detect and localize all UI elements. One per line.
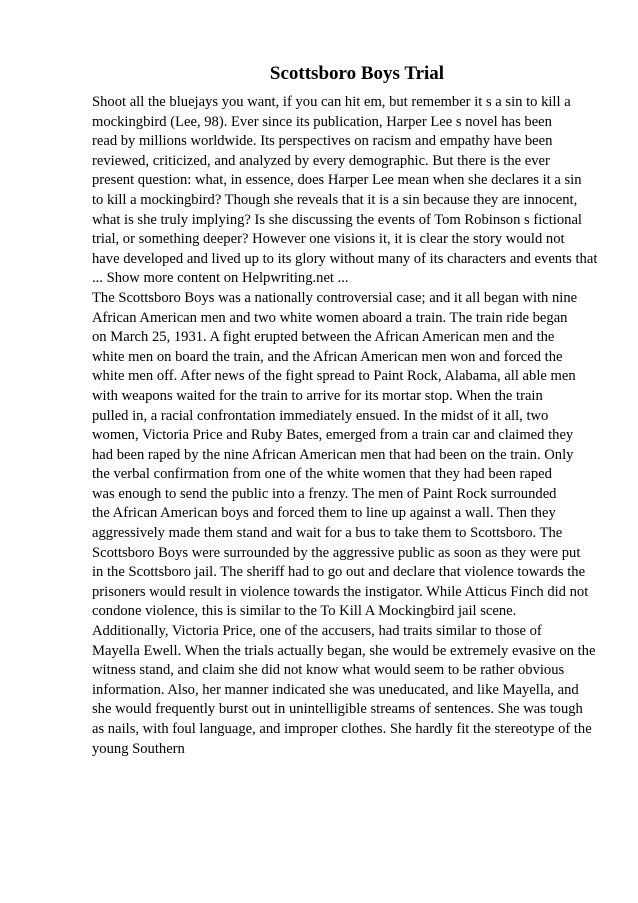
body-text-line: white men off. After news of the fight spread to Paint Rock, Alabama, all able men bbox=[92, 368, 576, 385]
body-text-line: trial, or something deeper? However one visions it, it is clear the story would not bbox=[92, 231, 565, 248]
body-text-line: pulled in, a racial confrontation immediately ensued. In the midst of it all, two bbox=[92, 407, 549, 424]
body-text-line: women, Victoria Price and Ruby Bates, emerged from a train car and claimed they bbox=[92, 427, 574, 444]
body-text-line: mockingbird (Lee, 98). Ever since its publication, Harper Lee s novel has been bbox=[92, 113, 552, 130]
document-title: Scottsboro Boys Trial bbox=[269, 63, 445, 84]
body-text-line: white men on board the train, and the African American men won and forced the bbox=[92, 348, 563, 365]
body-text-line: the African American boys and forced them to line up against a wall. Then they bbox=[92, 505, 556, 522]
body-text-line: Mayella Ewell. When the trials actually began, she would be extremely evasive on the bbox=[92, 642, 596, 659]
body-text-line: witness stand, and claim she did not know what would seem to be rather obvious bbox=[92, 662, 565, 679]
body-text-line: reviewed, criticized, and analyzed by every demographic. But there is the ever bbox=[92, 152, 550, 169]
body-text-line: in the Scottsboro jail. The sheriff had to go out and declare that violence towards the bbox=[92, 564, 586, 581]
document-page bbox=[92, 62, 602, 759]
body-text-line: have developed and lived up to its glory without many of its characters and events that bbox=[92, 250, 598, 267]
body-text-line: Shoot all the bluejays you want, if you can hit em, but remember it s a sin to kill a bbox=[92, 94, 571, 110]
body-text-line: read by millions worldwide. Its perspectives on racism and empathy have been bbox=[92, 133, 553, 150]
body-text-line: prisoners would result in violence towards the instigator. While Atticus Finch did not bbox=[92, 583, 589, 600]
body-text-line: on March 25, 1931. A fight erupted between the African American men and the bbox=[92, 329, 555, 346]
body-text-line: had been raped by the nine African American men that had been on the train. Only bbox=[92, 446, 574, 463]
body-text-line: The Scottsboro Boys was a nationally controversial case; and it all began with nine bbox=[92, 289, 578, 306]
body-text-line: was enough to send the public into a frenzy. The men of Paint Rock surrounded bbox=[92, 485, 557, 502]
body-text-line: to kill a mockingbird? Though she reveals that it is a sin because they are innocent, bbox=[92, 191, 578, 208]
body-text-line: aggressively made them stand and wait for a bus to take them to Scottsboro. The bbox=[92, 525, 563, 542]
body-text-line: what is she truly implying? Is she discussing the events of Tom Robinson s fictional bbox=[92, 211, 582, 228]
body-text-line: she would frequently burst out in unintelligible streams of sentences. She was tough bbox=[92, 701, 583, 718]
body-text-line: present question: what, in essence, does Harper Lee mean when she declares it a sin bbox=[92, 172, 582, 189]
body-text-line: young Southern bbox=[92, 740, 185, 757]
body-text-line: ... Show more content on Helpwriting.net ... bbox=[92, 270, 349, 287]
body-text-line: with weapons waited for the train to arrive for its mortar stop. When the train bbox=[92, 387, 543, 404]
body-text-line: Additionally, Victoria Price, one of the accusers, had traits similar to those of bbox=[92, 623, 542, 640]
body-text-line: African American men and two white women aboard a train. The train ride began bbox=[92, 309, 568, 326]
body-text-line: condone violence, this is similar to the To Kill A Mockingbird jail scene. bbox=[92, 603, 517, 620]
body-text-line: Scottsboro Boys were surrounded by the aggressive public as soon as they were put bbox=[92, 544, 581, 561]
document-body bbox=[92, 93, 602, 759]
body-text-line: as nails, with foul language, and improper clothes. She hardly fit the stereotype of the bbox=[92, 721, 592, 737]
body-text-line: the verbal confirmation from one of the white women that they had been raped bbox=[92, 466, 552, 483]
body-text-line: information. Also, her manner indicated she was uneducated, and like Mayella, and bbox=[92, 681, 579, 698]
